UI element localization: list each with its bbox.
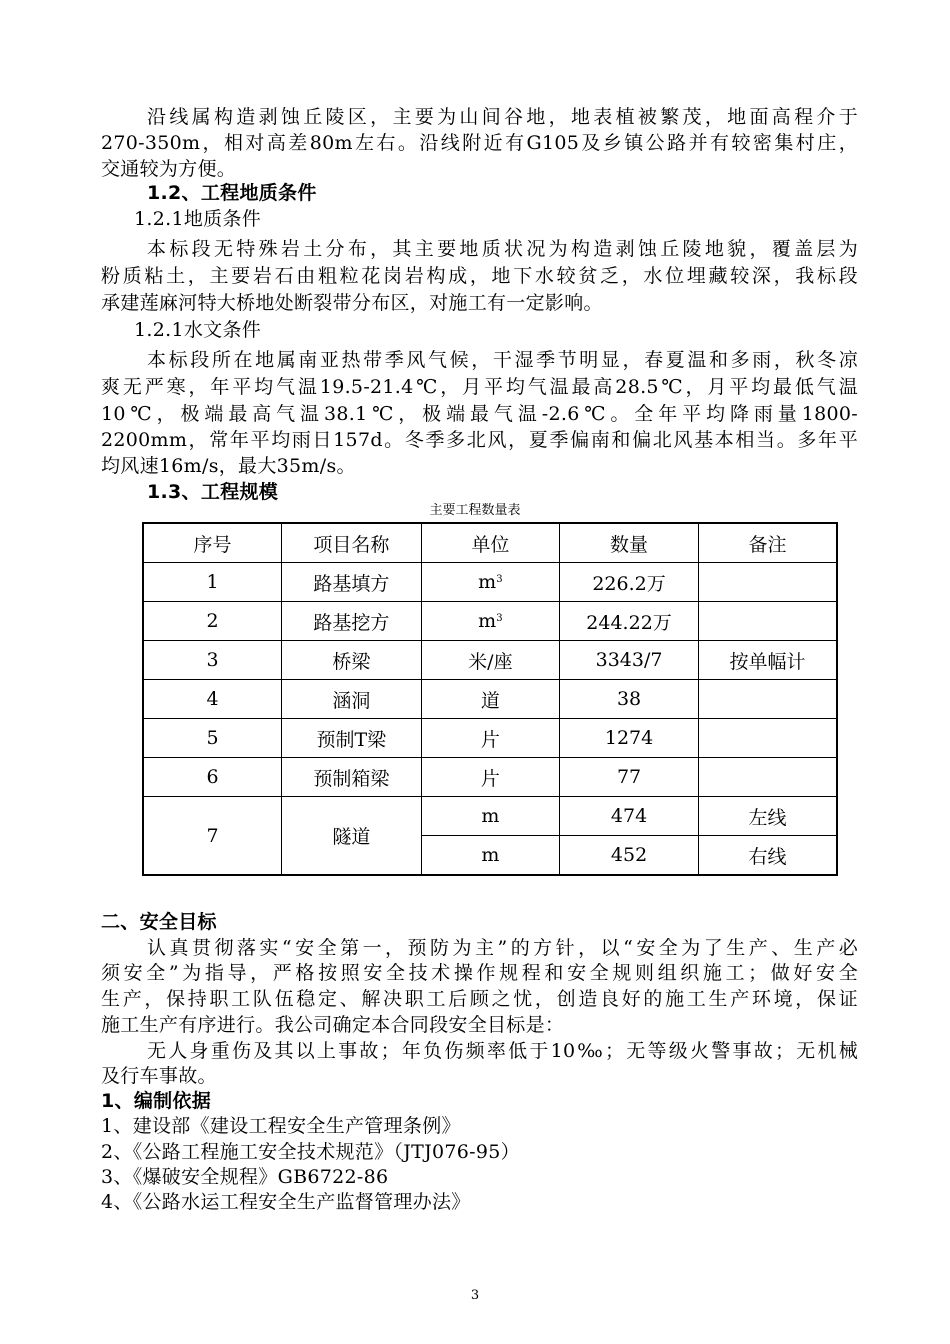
table-cell [698, 758, 837, 797]
paragraph-1-line-1: 沿线属构造剥蚀丘陵区，主要为山间谷地，地表植被繁茂，地面高程介于 [147, 106, 858, 128]
table-row [143, 641, 837, 680]
paragraph-3-line-4: 2200mm，常年平均雨日157d。冬季多北风，夏季偏南和偏北风基本相当。多年平 [101, 429, 858, 451]
table-cell: 474 [560, 797, 699, 836]
paragraph-4-line-4: 施工生产有序进行。我公司确定本合同段安全目标是： [101, 1014, 565, 1036]
table-row [143, 719, 837, 758]
table-cell: 7 [143, 797, 282, 876]
paragraph-2-line-1: 本标段无特殊岩土分布，其主要地质状况为构造剥蚀丘陵地貌，覆盖层为 [147, 238, 858, 260]
heading-1-2-1-geology: 1.2.1地质条件 [134, 208, 262, 230]
table-cell: 米/座 [421, 641, 560, 680]
paragraph-4-line-1: 认真贯彻落实“安全第一，预防为主”的方针，以“安全为了生产、生产必 [147, 937, 858, 959]
table-row [143, 602, 837, 641]
table-cell: 片 [421, 719, 560, 758]
table-cell: 涵洞 [282, 680, 422, 719]
table-cell [698, 719, 837, 758]
page-number: 3 [470, 1288, 480, 1303]
table-row [143, 680, 837, 719]
paragraph-3-line-2: 爽无严寒，年平均气温19.5-21.4℃，月平均气温最高28.5℃，月平均最低气温 [101, 376, 858, 398]
paragraph-3-line-5: 均风速16m/s，最大35m/s。 [101, 455, 356, 477]
heading-1-2: 1.2、工程地质条件 [147, 182, 317, 204]
table-row [143, 563, 837, 602]
unit-text: m [478, 610, 497, 632]
table-cell: 6 [143, 758, 282, 797]
basis-item-1: 1、建设部《建设工程安全生产管理条例》 [101, 1115, 461, 1137]
paragraph-2-line-3: 承建莲麻河特大桥地处断裂带分布区，对施工有一定影响。 [101, 292, 603, 314]
table-cell: 左线 [698, 797, 837, 836]
unit-text: m [478, 571, 497, 593]
paragraph-1-line-2: 270-350m，相对高差80m左右。沿线附近有G105及乡镇公路并有较密集村庄， [101, 132, 858, 154]
table-cell: 77 [560, 758, 699, 797]
paragraph-2-line-2: 粉质粘土，主要岩石由粗粒花岗岩构成，地下水较贫乏，水位埋藏较深，我标段 [101, 265, 858, 287]
basis-item-2: 2、《公路工程施工安全技术规范》（JTJ076-95） [101, 1141, 520, 1163]
paragraph-4-line-3: 生产，保持职工队伍稳定、解决职工后顾之忧，创造良好的施工生产环境，保证 [101, 988, 858, 1010]
table-cell: 片 [421, 758, 560, 797]
table-caption: 主要工程数量表 [429, 503, 521, 518]
unit-superscript: 3 [496, 613, 503, 624]
table-cell: 2 [143, 602, 282, 641]
table-cell: 隧道 [282, 797, 422, 876]
table-cell: 4 [143, 680, 282, 719]
table-cell: 38 [560, 680, 699, 719]
table-cell [421, 563, 560, 602]
table-row [143, 758, 837, 797]
header-cell: 项目名称 [282, 523, 422, 563]
table-header-row [143, 523, 837, 563]
table-cell: 预制T梁 [282, 719, 422, 758]
table-cell: 3 [143, 641, 282, 680]
heading-1-2-1-hydrology: 1.2.1水文条件 [134, 319, 262, 341]
table-cell: 5 [143, 719, 282, 758]
table-cell: 226.2万 [560, 563, 699, 602]
unit-superscript: 3 [496, 574, 503, 585]
header-cell: 序号 [143, 523, 282, 563]
paragraph-1-line-3: 交通较为方便。 [101, 158, 237, 180]
quantity-table [142, 522, 838, 876]
table-row [143, 797, 837, 836]
heading-section-2: 二、安全目标 [101, 911, 217, 933]
heading-basis: 1、编制依据 [101, 1090, 212, 1112]
paragraph-5-line-1: 无人身重伤及其以上事故；年负伤频率低于10‰；无等级火警事故；无机械 [147, 1040, 858, 1062]
table-cell [698, 563, 837, 602]
paragraph-4-line-2: 须安全”为指导，严格按照安全技术操作规程和安全规则组织施工；做好安全 [101, 962, 858, 984]
table-cell: 预制箱梁 [282, 758, 422, 797]
table-cell [698, 680, 837, 719]
basis-item-3: 3、《爆破安全规程》GB6722-86 [101, 1166, 389, 1188]
paragraph-3-line-3: 10℃，极端最高气温38.1℃，极端最气温-2.6℃。全年平均降雨量1800- [101, 403, 858, 425]
table-cell: 桥梁 [282, 641, 422, 680]
paragraph-5-line-2: 及行车事故。 [101, 1065, 217, 1087]
paragraph-3-line-1: 本标段所在地属南亚热带季风气候，干湿季节明显，春夏温和多雨，秋冬凉 [147, 349, 858, 371]
table-cell: 按单幅计 [698, 641, 837, 680]
table-cell: 244.22万 [560, 602, 699, 641]
table-cell [421, 602, 560, 641]
table-cell: m [421, 836, 560, 876]
table-cell: 1274 [560, 719, 699, 758]
table-cell: m [421, 797, 560, 836]
table-cell: 右线 [698, 836, 837, 876]
table-cell: 452 [560, 836, 699, 876]
table-cell: 路基挖方 [282, 602, 422, 641]
table-cell: 1 [143, 563, 282, 602]
header-cell: 数量 [560, 523, 699, 563]
header-cell: 备注 [698, 523, 837, 563]
table-cell: 道 [421, 680, 560, 719]
table-cell: 路基填方 [282, 563, 422, 602]
table-cell: 3343/7 [560, 641, 699, 680]
table-cell [698, 602, 837, 641]
heading-1-3: 1.3、工程规模 [147, 481, 279, 503]
basis-item-4: 4、《公路水运工程安全生产监督管理办法》 [101, 1191, 471, 1213]
header-cell: 单位 [421, 523, 560, 563]
